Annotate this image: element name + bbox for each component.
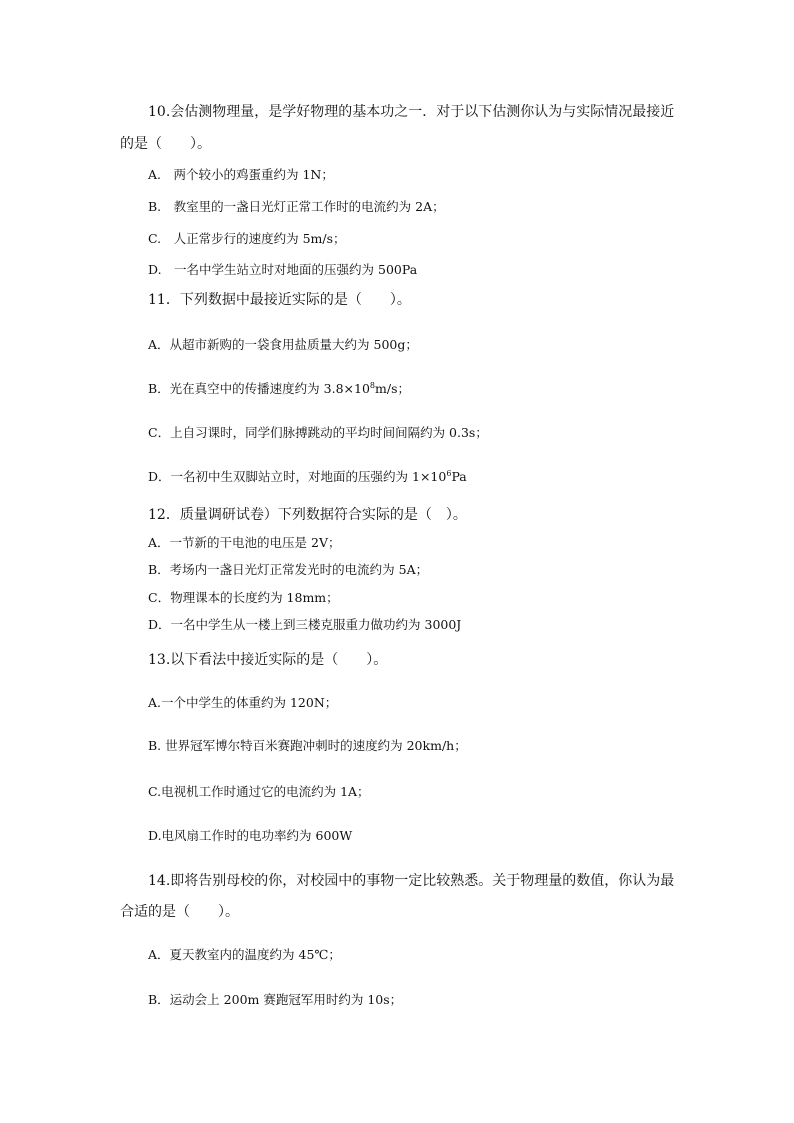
q12-stem: 12．质量调研试卷）下列数据符合实际的是（ ）。: [148, 507, 467, 523]
q10-stem-line1: 10.会估测物理量，是学好物理的基本功之一．对于以下估测你认为与实际情况最接近: [148, 104, 675, 120]
q12-option-c: C．物理课本的长度约为 18mm；: [148, 590, 339, 605]
q12-option-a: A．一节新的干电池的电压是 2V；: [148, 535, 341, 550]
q13-option-b: B. 世界冠军博尔特百米赛跑冲刺时的速度约为 20km/h；: [148, 738, 467, 753]
q11-option-b-unit: m/s；: [375, 381, 410, 396]
q14-option-b: B．运动会上 200m 赛跑冠军用时约为 10s；: [148, 992, 403, 1007]
q14-stem-line1: 14.即将告别母校的你，对校园中的事物一定比较熟悉。关于物理量的数值，你认为最: [148, 873, 675, 889]
q10-option-c: C. 人正常步行的速度约为 5m/s；: [148, 231, 346, 246]
q13-option-c: C.电视机工作时通过它的电流约为 1A；: [148, 784, 370, 799]
q11-option-d-text: D．一名初中生双脚站立时，对地面的压强约为 1×10: [148, 469, 447, 484]
q11-option-c: C．上自习课时，同学们脉搏跳动的平均时间间隔约为 0.3s；: [148, 425, 488, 440]
q11-option-b-text: B．光在真空中的传播速度约为 3.8×10: [148, 381, 370, 396]
q12-option-d: D．一名中学生从一楼上到三楼克服重力做功约为 3000J: [148, 617, 462, 632]
q14-stem-line2: 合适的是（ ）。: [120, 904, 239, 920]
q10-option-d: D. 一名中学生站立时对地面的压强约为 500Pa: [148, 262, 418, 277]
q10-stem-line2: 的是（ ）。: [120, 136, 211, 152]
q11-option-b: [148, 381, 410, 397]
q10-option-b: B. 教室里的一盏日光灯正常工作时的电流约为 2A；: [148, 199, 445, 214]
q11-option-b-exponent: 8: [369, 381, 376, 390]
q12-option-b: B．考场内一盏日光灯正常发光时的电流约为 5A；: [148, 562, 429, 577]
q13-option-d: D.电风扇工作时的电功率约为 600W: [148, 828, 353, 843]
q11-option-d-exponent: 6: [446, 469, 452, 478]
q11-option-d-unit: Pa: [451, 469, 467, 484]
q13-stem: 13.以下看法中接近实际的是（ ）。: [148, 652, 388, 668]
q11-option-a: A．从超市新购的一袋食用盐质量大约为 500g；: [148, 337, 418, 352]
q11-option-d: [148, 469, 467, 485]
q13-option-a: A.一个中学生的体重约为 120N；: [148, 695, 338, 710]
q10-option-a: A. 两个较小的鸡蛋重约为 1N；: [148, 167, 334, 182]
q11-stem: 11．下列数据中最接近实际的是（ ）。: [148, 292, 411, 308]
q14-option-a: A．夏天教室内的温度约为 45℃；: [148, 947, 341, 962]
